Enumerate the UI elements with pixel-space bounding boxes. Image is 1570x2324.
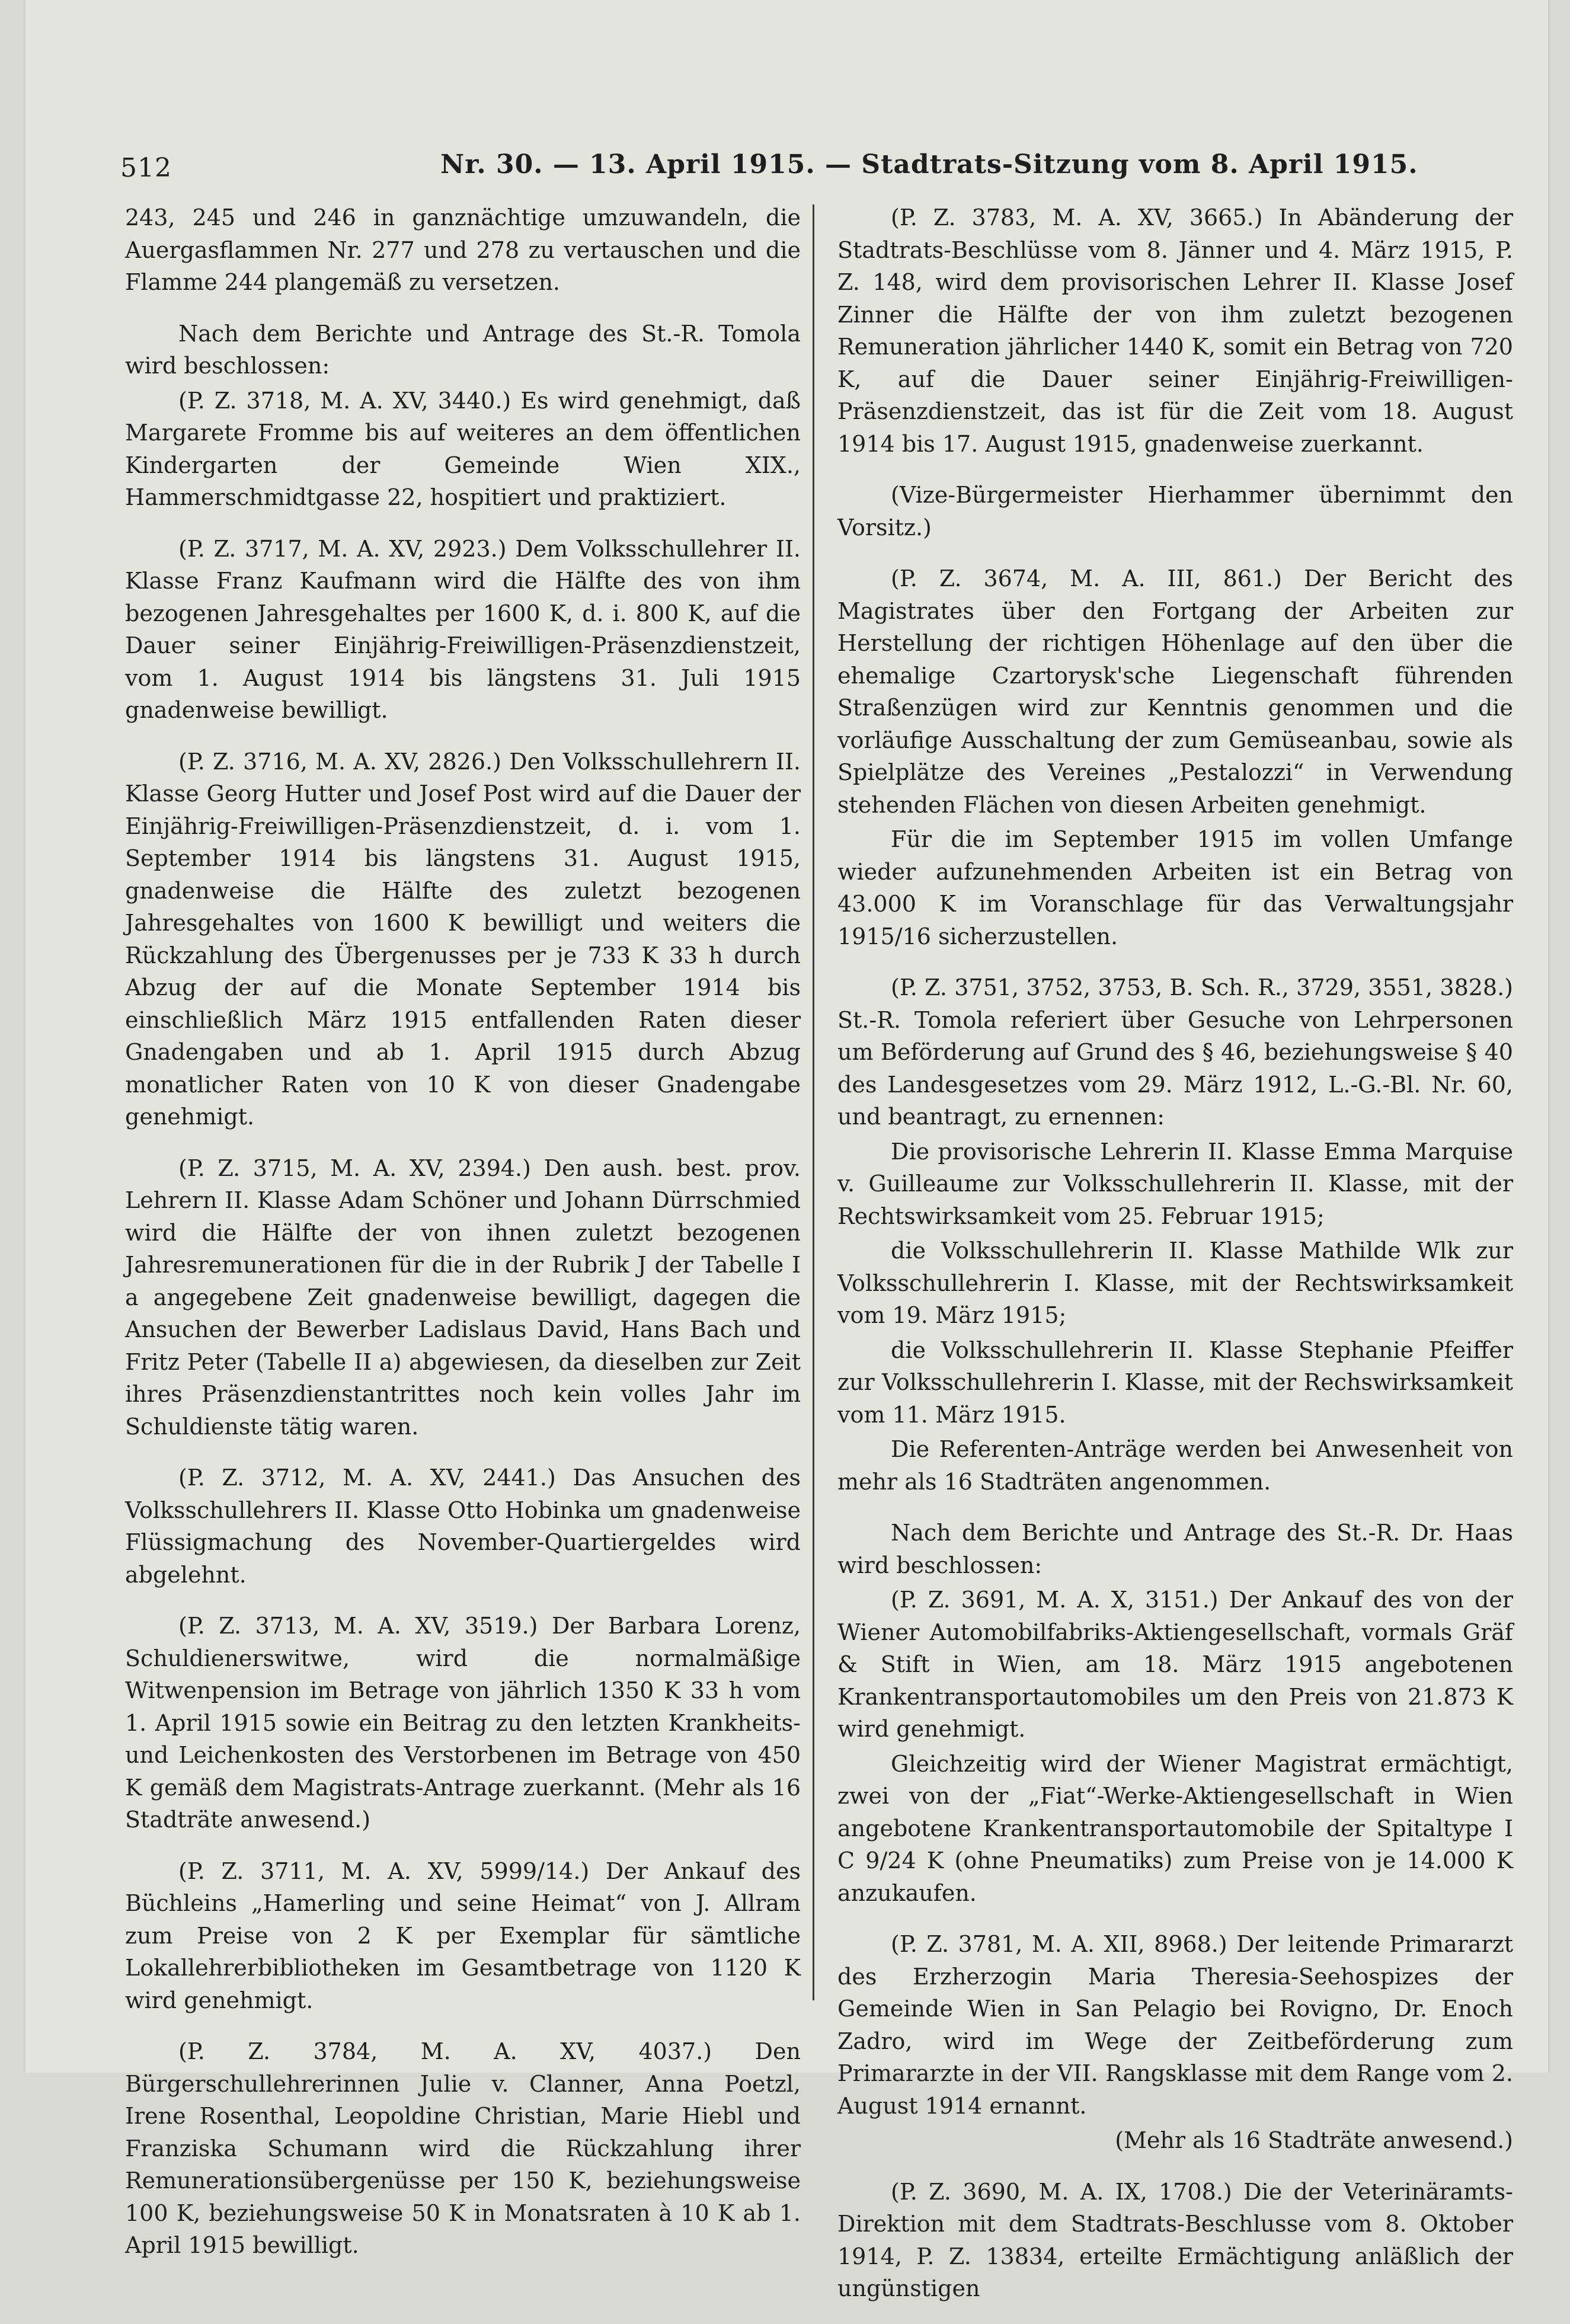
left-column [125, 202, 801, 2281]
paragraph: (P. Z. 3783, M. A. XV, 3665.) In Abänderung der Stadtrats-Beschlüsse vom 8. Jänner und 4. März 1915, P. Z. 148, wird dem provisorischen Lehrer II. Klasse Josef Zinner die Hälfte der von ihm zuletzt bezogenen Remuneration jährlicher 1440 K, somit ein Betrag von 720 K, auf die Dauer seiner Einjährig-Freiwilligen-Präsenzdienstzeit, das ist für die Zeit vom 18. August 1914 bis 17. August 1915, gnadenweise zuerkannt. [837, 204, 1513, 457]
paragraph: (P. Z. 3691, M. A. X, 3151.) Der Ankauf des von der Wiener Automobilfabriks-Aktiengesellschaft, vormals Gräf & Stift in Wien, am 18. März 1915 angebotenen Krankentransportautomobiles um den Preis von 21.873 K wird genehmigt. [837, 1587, 1513, 1742]
paragraph: (P. Z. 3718, M. A. XV, 3440.) Es wird genehmigt, daß Margarete Fromme bis auf weiteres an dem öffentlichen Kindergarten der Gemeinde Wien XIX., Hammerschmidtgasse 22, hospitiert und praktiziert. [125, 387, 801, 510]
section-intro: Nach dem Berichte und Antrage des St.-R. Tomola wird beschlossen: [125, 320, 801, 379]
paragraph: (P. Z. 3674, M. A. III, 861.) Der Bericht des Magistrates über den Fortgang der Arbeiten zur Herstellung der richtigen Höhenlage auf den über die ehemalige Czartorysk'sche Liegenschaft führenden Straßenzügen wird zur Kenntnis genommen und die vorläufige Ausschaltung der zum Gemüseanbau, sowie als Spielplätze des Vereines „Pestalozzi“ in Verwendung stehenden Flächen von diesen Arbeiten genehmigt. [837, 565, 1513, 818]
running-title: Nr. 30. — 13. April 1915. — Stadtrats-Sitzung vom 8. April 1915. [440, 149, 1418, 180]
attendance-note: (Mehr als 16 Stadträte anwesend.) [1115, 2127, 1513, 2153]
paragraph: (P. Z. 3715, M. A. XV, 2394.) Den aush. best. prov. Lehrern II. Klasse Adam Schöner und Johann Dürrschmied wird die Hälfte der von ihnen zuletzt bezogenen Jahresremunerationen für die in der Rubrik J der Tabelle I a angegebene Zeit gnadenweise bewilligt, dagegen die Ansuchen der Bewerber Ladislaus David, Hans Bach und Fritz Peter (Tabelle II a) abgewiesen, da dieselben zur Zeit ihres Präsenzdienstantrittes noch kein volles Jahr im Schuldienste tätig waren. [125, 1155, 801, 1440]
paragraph: Die Referenten-Anträge werden bei Anwesenheit von mehr als 16 Stadträten angenommen. [837, 1436, 1513, 1495]
appointment-item: Die provisorische Lehrerin II. Klasse Emma Marquise v. Guilleaume zur Volksschullehrerin II. Klasse, mit der Rechtswirksamkeit vom 25. Februar 1915; [837, 1138, 1513, 1229]
appointment-item: die Volksschullehrerin II. Klasse Mathilde Wlk zur Volksschullehrerin I. Klasse, mit der Rechtswirksamkeit vom 19. März 1915; [837, 1238, 1513, 1328]
paragraph: 243, 245 und 246 in ganznächtige umzuwandeln, die Auergasflammen Nr. 277 und 278 zu vertauschen und die Flamme 244 plangemäß zu versetzen. [125, 204, 801, 295]
page-number: 512 [120, 153, 172, 183]
paragraph: (P. Z. 3781, M. A. XII, 8968.) Der leitende Primararzt des Erzherzogin Maria Theresia-Seehospizes der Gemeinde Wien in San Pelagio bei Rovigno, Dr. Enoch Zadro, wird im Wege der Zeitbeförderung zum Primararzte in der VII. Rangsklasse mit dem Range vom 2. August 1914 ernannt. [837, 1931, 1513, 2119]
paragraph: (P. Z. 3717, M. A. XV, 2923.) Dem Volksschullehrer II. Klasse Franz Kaufmann wird die Hälfte des von ihm bezogenen Jahresgehaltes per 1600 K, d. i. 800 K, auf die Dauer seiner Einjährig-Freiwilligen-Präsenzdienstzeit, vom 1. August 1914 bis längstens 31. Juli 1915 gnadenweise bewilligt. [125, 535, 801, 723]
column-divider [813, 204, 814, 2000]
paragraph: (P. Z. 3690, M. A. IX, 1708.) Die der Veterinäramts-Direktion mit dem Stadtrats-Beschlusse vom 8. Oktober 1914, P. Z. 13834, erteilte Ermächtigung anläßlich der ungünstigen [837, 2178, 1513, 2301]
document-page [24, 0, 1550, 2301]
right-column [837, 202, 1513, 2324]
paragraph: (P. Z. 3712, M. A. XV, 2441.) Das Ansuchen des Volksschullehrers II. Klasse Otto Hobinka um gnadenweise Flüssigmachung des November-Quartiergeldes wird abgelehnt. [125, 1465, 801, 1588]
page-header [25, 136, 1548, 184]
chair-note: (Vize-Bürgermeister Hierhammer übernimmt den Vorsitz.) [837, 482, 1513, 541]
section-intro: Nach dem Berichte und Antrage des St.-R. Dr. Haas wird beschlossen: [837, 1520, 1513, 1578]
paragraph: (P. Z. 3751, 3752, 3753, B. Sch. R., 3729, 3551, 3828.) St.-R. Tomola referiert über Gesuche von Lehrpersonen um Beförderung auf Grund des § 46, beziehungsweise § 40 des Landesgesetzes vom 29. März 1912, L.-G.-Bl. Nr. 60, und beantragt, zu ernennen: [837, 974, 1513, 1130]
paragraph: (P. Z. 3713, M. A. XV, 3519.) Der Barbara Lorenz, Schuldienerswitwe, wird die normalmäßige Witwenpension im Betrage von jährlich 1350 K 33 h vom 1. April 1915 sowie ein Beitrag zu den letzten Krankheits- und Leichenkosten des Verstorbenen im Betrage von 450 K gemäß dem Magistrats-Antrage zuerkannt. (Mehr als 16 Stadträte anwesend.) [125, 1613, 801, 1833]
appointment-item: die Volksschullehrerin II. Klasse Stephanie Pfeiffer zur Volksschullehrerin I. Klasse, mit der Rechswirksamkeit vom 11. März 1915. [837, 1337, 1513, 1428]
paragraph: (P. Z. 3784, M. A. XV, 4037.) Den Bürgerschullehrerinnen Julie v. Clanner, Anna Poetzl, Irene Rosenthal, Leopoldine Christian, Marie Hiebl und Franziska Schumann wird die Rückzahlung ihrer Remunerationsübergenüsse per 150 K, beziehungsweise 100 K, beziehungsweise 50 K in Monatsraten à 10 K ab 1. April 1915 bewilligt. [125, 2038, 801, 2258]
paragraph: (P. Z. 3716, M. A. XV, 2826.) Den Volksschullehrern II. Klasse Georg Hutter und Josef Post wird auf die Dauer der Einjährig-Freiwilligen-Präsenzdienstzeit, d. i. vom 1. September 1914 bis längstens 31. August 1915, gnadenweise die Hälfte des zuletzt bezogenen Jahresgehaltes von 1600 K bewilligt und weiters die Rückzahlung des Übergenusses per je 733 K 33 h durch Abzug der auf die Monate September 1914 bis einschließlich März 1915 entfallenden Raten dieser Gnadengaben und ab 1. April 1915 durch Abzug monatlicher Raten von 10 K von dieser Gnadengabe genehmigt. [125, 748, 801, 1130]
paragraph: Für die im September 1915 im vollen Umfange wieder aufzunehmenden Arbeiten ist ein Betrag von 43.000 K im Voranschlage für das Verwaltungsjahr 1915/16 sicherzustellen. [837, 826, 1513, 950]
paragraph: (P. Z. 3711, M. A. XV, 5999/14.) Der Ankauf des Büchleins „Hamerling und seine Heimat“ von J. Allram zum Preise von 2 K per Exemplar für sämtliche Lokallehrerbibliotheken im Gesamtbetrage von 1120 K wird genehmigt. [125, 1858, 801, 2013]
paragraph: Gleichzeitig wird der Wiener Magistrat ermächtigt, zwei von der „Fiat“-Werke-Aktiengesellschaft in Wien angebotene Krankentransportautomobile der Spitaltype I C 9/24 K (ohne Pneumatiks) zum Preise von je 14.000 K anzukaufen. [837, 1750, 1513, 1906]
